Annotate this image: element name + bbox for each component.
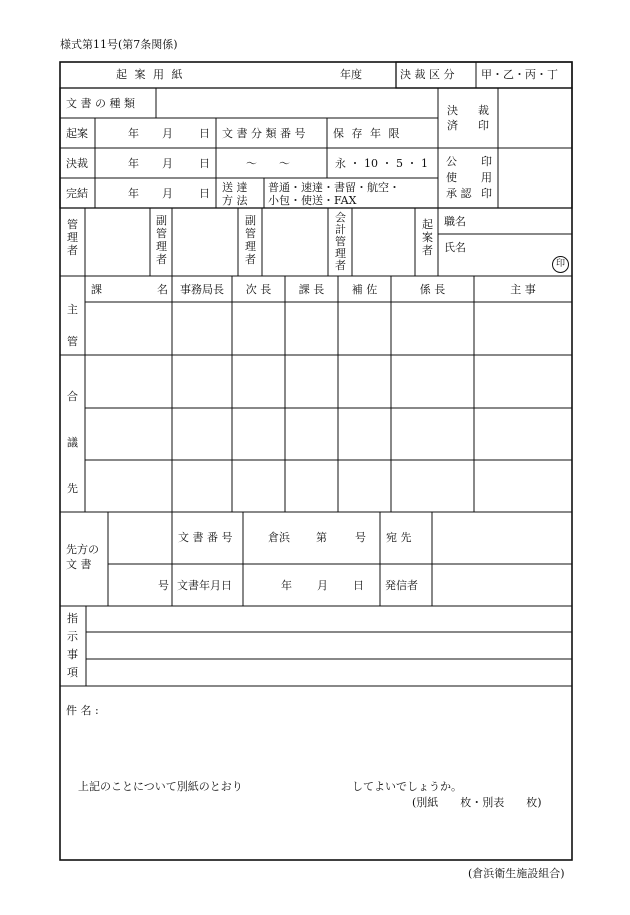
subject-sentence-2: してよいでしょうか。 <box>352 780 462 793</box>
completed-year: 年 <box>128 187 139 200</box>
vice-manager-label-1: 副管理者 <box>156 214 167 266</box>
counterpart-go: 号 <box>158 579 169 592</box>
consultation-label: 合議先 <box>67 390 78 495</box>
col-unit-chief: 係 長 <box>419 283 446 296</box>
drafted-day: 日 <box>199 127 210 140</box>
retention-label: 保 存 年 限 <box>333 127 402 140</box>
fiscal-year-label: 年度 <box>340 68 362 81</box>
drafted-year: 年 <box>128 127 139 140</box>
delivery-options-2[interactable]: 小包・使送・FAX <box>268 194 357 207</box>
form-id: 様式第11号(第7条関係) <box>60 38 178 51</box>
settled-label-2: 済 <box>447 119 458 132</box>
sender-label: 発信者 <box>385 579 418 592</box>
decided-day: 日 <box>199 157 210 170</box>
attachment-count: (別紙 枚・別表 枚) <box>412 796 542 809</box>
classification-range: ～ ～ <box>246 157 290 170</box>
manager-label: 管理者 <box>67 218 78 257</box>
addressee-label: 宛 先 <box>386 531 412 544</box>
delivery-options-1[interactable]: 普通・速達・書留・航空・ <box>268 181 400 194</box>
completed-label: 完結 <box>66 187 88 200</box>
section-label: 課 <box>91 283 102 296</box>
doc-date-label: 文書年月日 <box>177 579 232 592</box>
counterpart-label-1: 先方の <box>66 543 99 556</box>
seal-label-1: 裁 <box>478 104 489 117</box>
vice-manager-label-2: 副管理者 <box>245 214 256 266</box>
decision-class-label: 決 裁 区 分 <box>400 68 455 81</box>
section-name-label: 名 <box>157 283 168 296</box>
delivery-label-1: 送 達 <box>222 181 248 194</box>
completed-month: 月 <box>162 187 173 200</box>
delivery-label-2: 方 法 <box>222 194 248 207</box>
decided-label: 決裁 <box>66 157 88 170</box>
doc-date-year: 年 <box>281 579 292 592</box>
decided-month: 月 <box>162 157 173 170</box>
public-label-3: 承 認 <box>446 187 472 200</box>
organization-footer: (倉浜衛生施設組合) <box>468 867 565 880</box>
accounting-manager-label: 会計管理者 <box>335 211 346 272</box>
kurahama-label: 倉浜 <box>268 531 290 544</box>
completed-day: 日 <box>199 187 210 200</box>
col-assistant: 補 佐 <box>351 283 378 296</box>
col-deputy-director: 次 長 <box>245 283 272 296</box>
settled-label-1: 決 <box>447 104 458 117</box>
public-label-1: 公 <box>446 155 457 168</box>
stamp-label-2: 用 <box>481 171 492 184</box>
main-dept-label: 主管 <box>67 303 78 348</box>
col-staff: 主 事 <box>510 283 536 296</box>
class-no-label: 文 書 分 類 番 号 <box>222 127 306 140</box>
decision-class-options[interactable]: 甲・乙・丙・丁 <box>481 68 558 81</box>
doc-number-label: 文 書 番 号 <box>178 531 233 544</box>
doc-date-day: 日 <box>353 579 364 592</box>
subject-sentence-1: 上記のことについて別紙のとおり <box>78 780 243 793</box>
stamp-label-1: 印 <box>481 155 492 168</box>
name-label: 氏名 <box>444 241 466 254</box>
instructions-label: 指示事項 <box>67 612 78 679</box>
doc-date-month: 月 <box>317 579 328 592</box>
decided-year: 年 <box>128 157 139 170</box>
counterpart-label-2: 文 書 <box>66 558 92 571</box>
col-secretary-general: 事務局長 <box>180 283 224 296</box>
stamp-label-3: 印 <box>481 187 492 200</box>
drafted-label: 起案 <box>66 127 88 140</box>
post-label: 職名 <box>444 215 466 228</box>
drafter-label: 起案者 <box>422 218 433 257</box>
col-section-chief: 課 長 <box>298 283 325 296</box>
public-label-2: 使 <box>446 171 457 184</box>
seal-label-2: 印 <box>478 119 489 132</box>
seal-icon: 印 <box>552 256 569 273</box>
dai-label: 第 <box>316 531 327 544</box>
doc-type-label: 文 書 の 種 類 <box>66 97 135 110</box>
retention-options[interactable]: 永 ・ 10 ・ 5 ・ 1 <box>335 157 428 170</box>
go-label: 号 <box>355 531 366 544</box>
drafted-month: 月 <box>162 127 173 140</box>
form-title: 起 案 用 紙 <box>116 68 185 81</box>
subject-label: 件 名 : <box>66 704 99 717</box>
